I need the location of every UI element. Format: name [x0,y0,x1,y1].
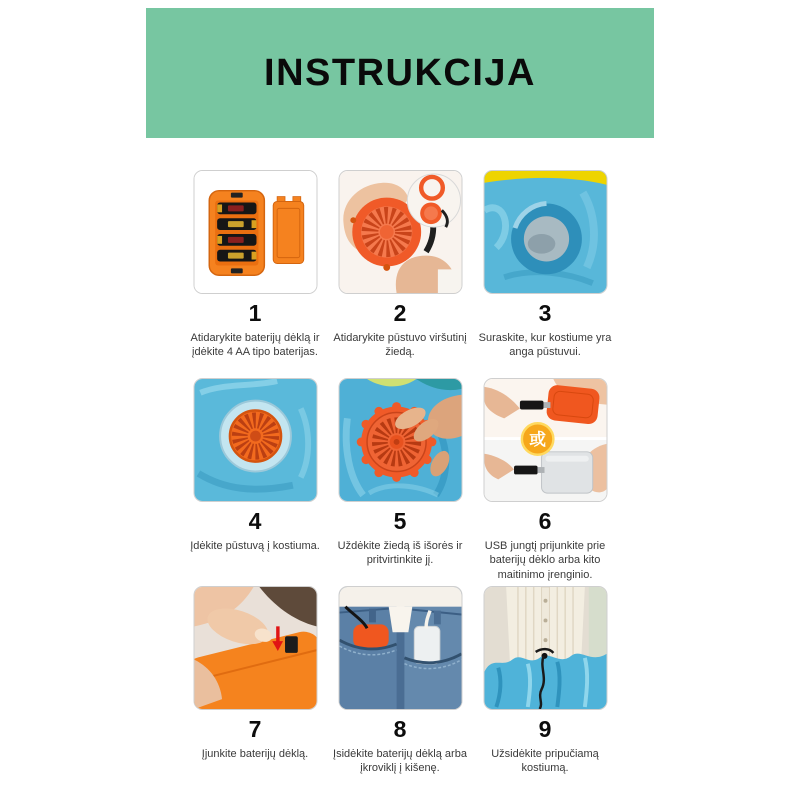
step-5-number: 5 [393,508,407,534]
step-4-number: 4 [248,508,262,534]
step-3-photo [483,170,607,294]
step-4 [183,378,328,586]
step-8 [328,586,473,794]
step-6-photo [483,378,607,502]
step-3 [473,170,618,378]
ring-fastening-illustration [339,379,461,501]
or-badge-text: 或 [528,429,546,449]
battery-pack-icon [545,384,600,425]
step-1-number: 1 [248,300,262,326]
battery-cover-icon [273,197,304,264]
power-switch-illustration [194,587,316,709]
power-bank-icon [541,452,592,493]
step-7-photo [193,586,317,710]
step-6 [473,378,618,586]
step-1-caption: Atidarykite baterijų dėklą ir įdėkite 4 AA tipo baterijas. [190,332,320,359]
wear-costume-illustration [484,587,606,709]
step-7-caption: Įjunkite baterijų dėklą. [201,748,309,760]
pockets-illustration [339,587,461,709]
step-4-caption: Įdėkite pūstuvą į kostiuma. [190,540,320,552]
step-8-caption: Įsidėkite baterijų dėklą arba įkroviklį į kišenę. [333,748,467,775]
step-1-photo [193,170,317,294]
step-4-photo [193,378,317,502]
step-6-caption: USB jungtį prijunkite prie baterijų dėklo arba kito maitinimo įrenginio. [484,540,606,581]
step-8-photo [338,586,462,710]
blower-fan-icon [220,401,291,472]
page-title: INSTRUKCIJA [264,51,536,94]
battery-holder-icon [209,191,264,276]
step-5-photo [338,378,462,502]
step-3-number: 3 [538,300,552,326]
step-9-number: 9 [538,716,552,742]
blower-ring-illustration [339,171,461,293]
step-3-caption: Suraskite, kur kostiume yra anga pūstuvui. [478,332,612,359]
blower-hole-icon [511,203,582,274]
step-9-caption: Užsidėkite pripučiamą kostiumą. [491,748,599,775]
step-2-photo [338,170,462,294]
power-switch-icon [285,636,298,653]
header-banner [146,8,654,138]
step-5 [328,378,473,586]
or-badge [521,423,552,454]
step-7 [183,586,328,794]
step-5-caption: Uždėkite žiedą iš išorės ir pritvirtinkite jį. [337,540,463,567]
step-2-caption: Atidarykite pūstuvo viršutinį žiedą. [333,332,467,359]
usb-connection-illustration [484,379,606,501]
step-6-number: 6 [538,508,552,534]
step-9-photo [483,586,607,710]
step-7-number: 7 [248,716,262,742]
costume-hole-illustration [484,171,606,293]
ring-inset-icon [407,174,460,227]
step-9 [473,586,618,794]
step-2-number: 2 [393,300,407,326]
blower-inserted-illustration [194,379,316,501]
step-1 [183,170,328,378]
step-2 [328,170,473,378]
steps-grid [183,170,618,794]
battery-pack-illustration [194,171,316,293]
step-8-number: 8 [393,716,407,742]
